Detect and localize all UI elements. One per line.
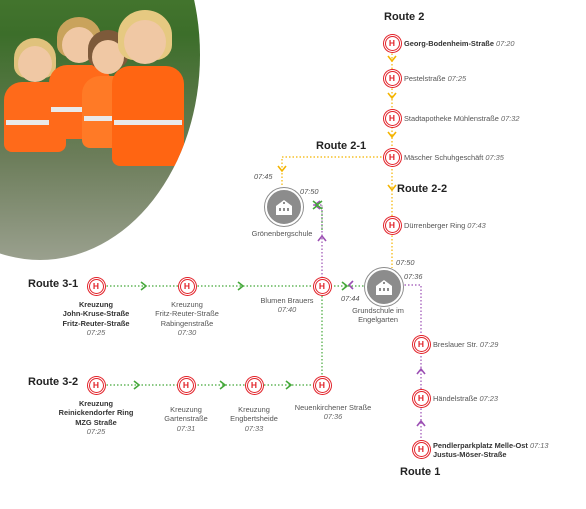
stop-stadtapotheke (385, 111, 400, 126)
route-1-label: Route 1 (400, 466, 441, 478)
time-0744-engelgarten: 07:44 (341, 294, 360, 303)
route-2-1-label: Route 2-1 (316, 140, 367, 152)
stop-pestelstrasse (385, 71, 400, 86)
stop-pendlerparkplatz (414, 442, 429, 457)
stop-label-kreuzung-gartenstrasse: Kreuzung Gartenstraße 07:31 (164, 405, 208, 433)
school-label-groenenbergschule: Grönenbergschule (251, 229, 313, 238)
route-3-2-label: Route 3-2 (28, 376, 79, 388)
stop-label-pestelstrasse: Pestelstraße 07:25 (404, 74, 467, 83)
stop-label-blumen-brauers: Blumen Brauers 07:40 (260, 296, 314, 315)
stop-label-maescher: Mäscher Schuhgeschäft 07:35 (404, 153, 504, 162)
stop-kreuzung-reinickendorfer (89, 378, 104, 393)
stop-neuenkirchener-strasse (315, 378, 330, 393)
stop-kreuzung-gartenstrasse (179, 378, 194, 393)
route-2-2-label: Route 2-2 (397, 183, 448, 195)
stop-label-duerrenberger-ring: Dürrenberger Ring 07:43 (404, 221, 486, 230)
time-0736-engelgarten: 07:36 (404, 272, 423, 281)
stop-blumen-brauers (315, 279, 330, 294)
stop-duerrenberger-ring (385, 218, 400, 233)
stop-kreuzung-john-kruse (89, 279, 104, 294)
stop-maescher (385, 150, 400, 165)
stop-label-pendlerparkplatz: Pendlerparkplatz Melle-Ost 07:13 Justus-Möser-Straße (433, 441, 549, 460)
route-2-label: Route 2 (384, 11, 425, 23)
time-0750-engelgarten: 07:50 (396, 258, 415, 267)
stop-label-kreuzung-engbertsheide: Kreuzung Engbertsheide 07:33 (230, 405, 278, 433)
stop-label-kreuzung-fritz-reuter: Kreuzung Fritz-Reuter-Straße Rabingenstraße 07:30 (155, 300, 219, 337)
route-3-line (96, 205, 366, 385)
school-label-engelgarten: Grundschule im Engelgarten (352, 306, 404, 325)
route-2-chevrons (278, 56, 396, 190)
stop-label-neuenkirchener-strasse: Neuenkirchener Straße 07:36 (294, 403, 372, 422)
stop-label-kreuzung-john-kruse: Kreuzung John-Kruse-Straße Fritz-Reuter-Straße 07:25 (62, 300, 130, 337)
stop-haendelstrasse (414, 391, 429, 406)
time-0745-groenenberg: 07:45 (254, 172, 273, 181)
stop-kreuzung-engbertsheide (247, 378, 262, 393)
route-3-chevrons (134, 201, 347, 389)
stop-georg-bodenheim (385, 36, 400, 51)
stop-breslauer-str (414, 337, 429, 352)
stop-kreuzung-fritz-reuter (180, 279, 195, 294)
stop-label-stadtapotheke: Stadtapotheke Mühlenstraße 07:32 (404, 114, 520, 123)
stop-label-haendelstrasse: Händelstraße 07:23 (433, 394, 498, 403)
school-groenenbergschule-icon (265, 188, 303, 226)
time-0750-groenenberg: 07:50 (300, 187, 319, 196)
stop-label-breslauer-str: Breslauer Str. 07:29 (433, 340, 499, 349)
stop-label-georg-bodenheim: Georg-Bodenheim-Straße 07:20 (404, 39, 515, 48)
school-engelgarten-icon (365, 268, 403, 306)
stop-label-kreuzung-reinickendorfer: Kreuzung Reinickendorfer Ring MZG Straße 07:25 (58, 399, 134, 436)
route-3-1-label: Route 3-1 (28, 278, 79, 290)
